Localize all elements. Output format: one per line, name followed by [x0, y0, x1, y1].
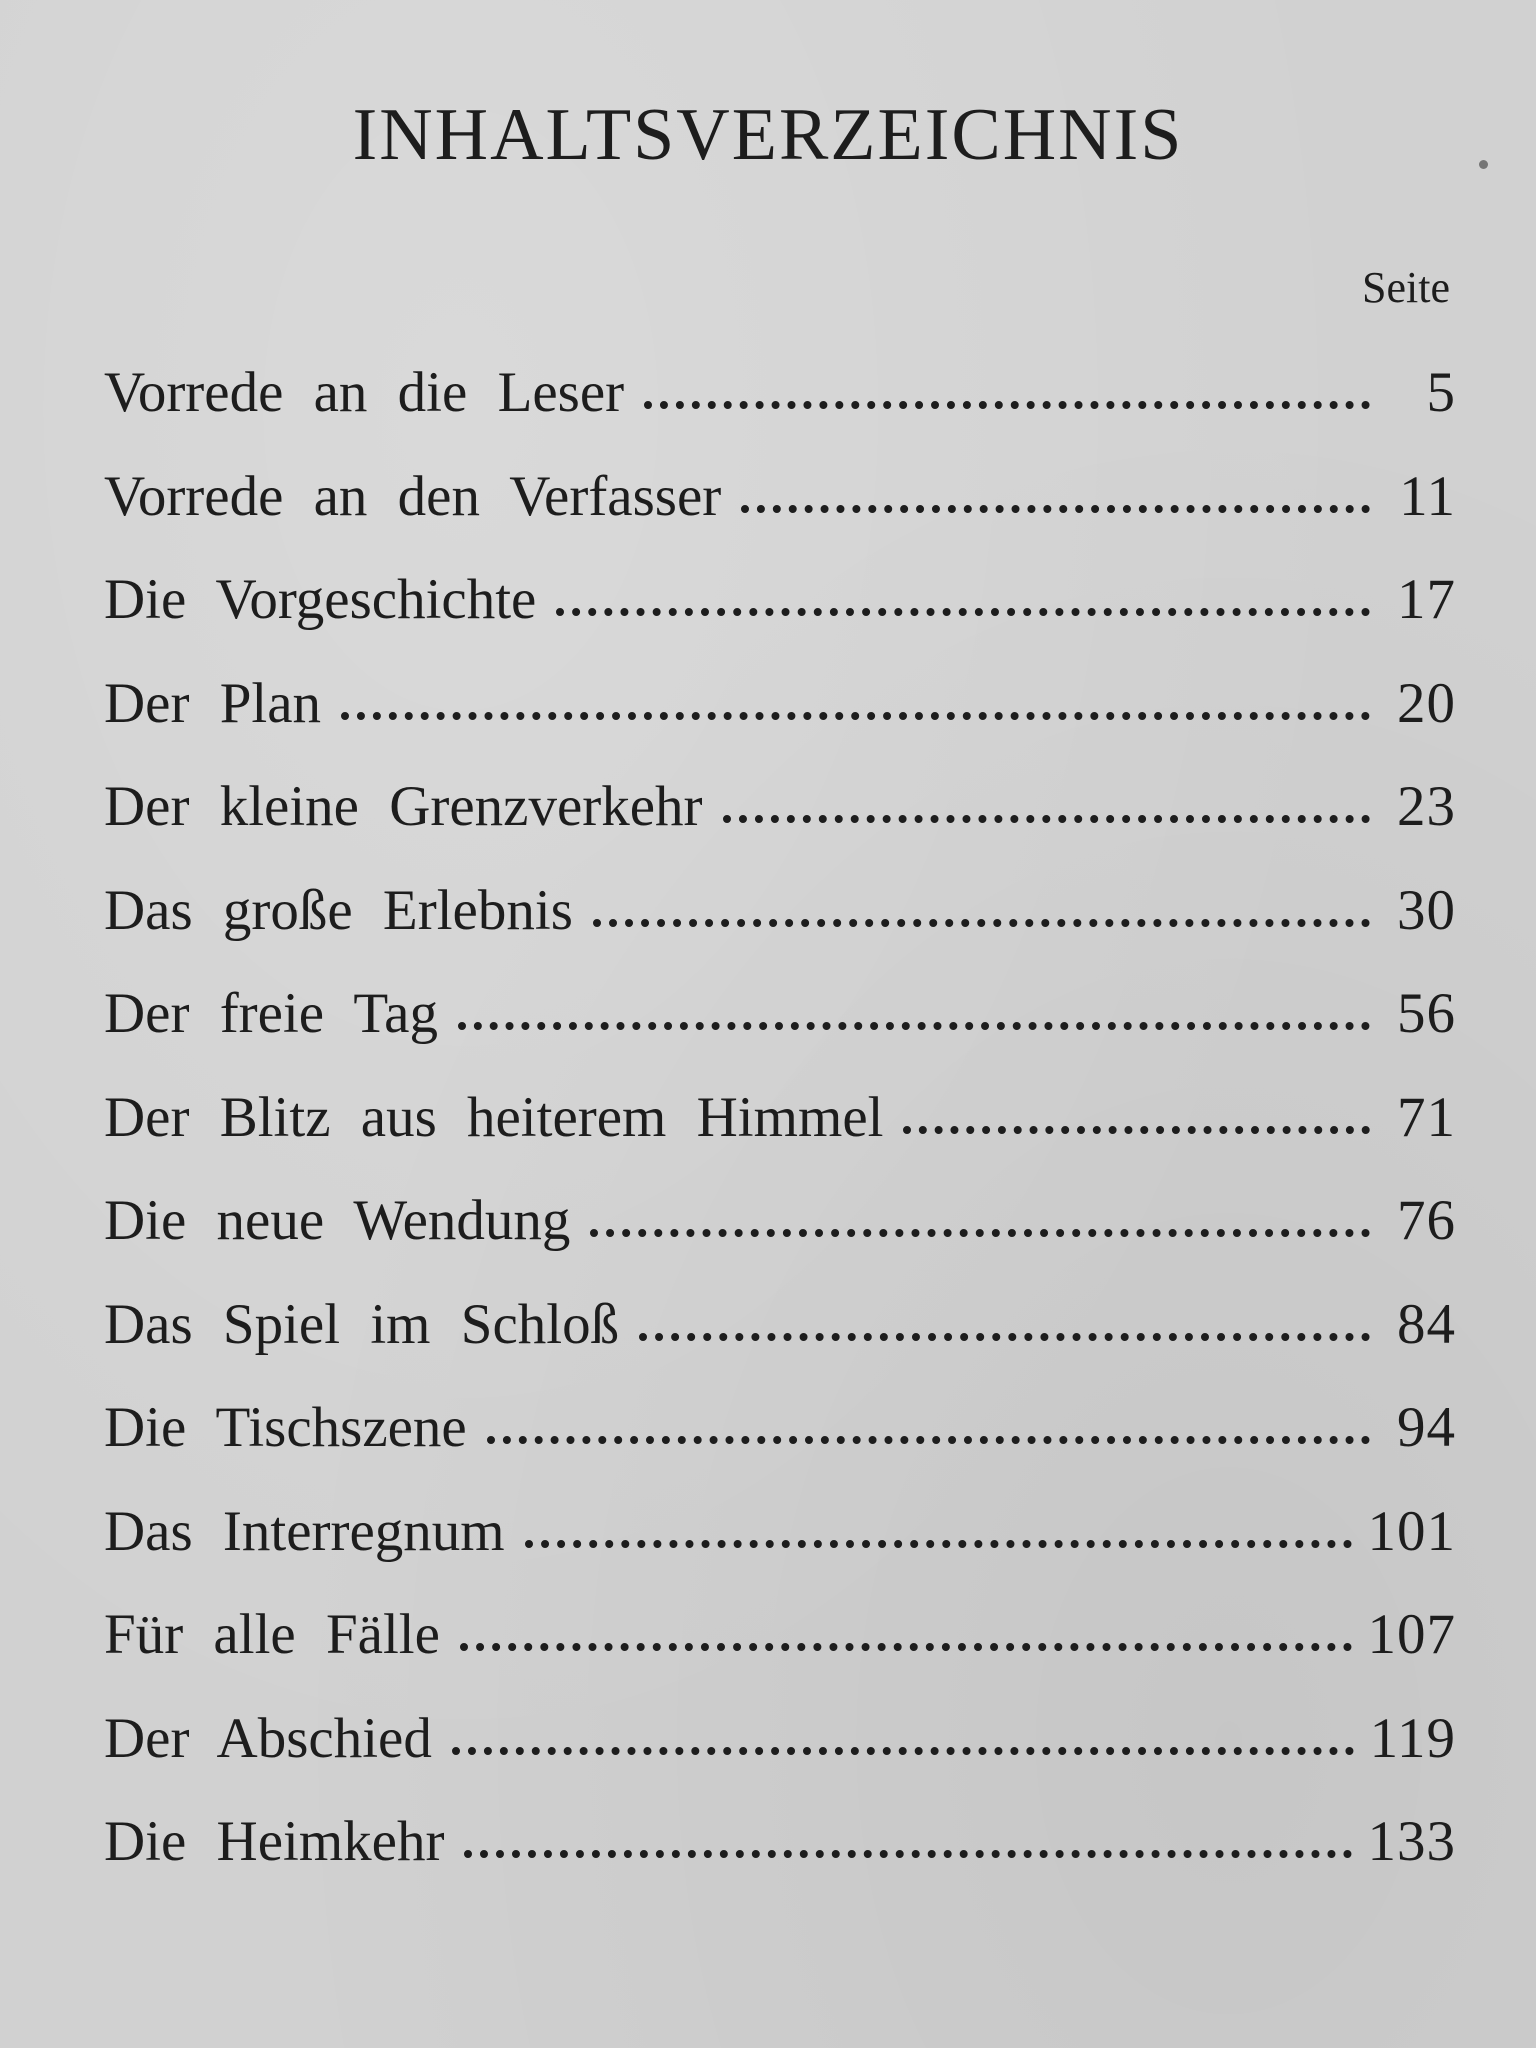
- dot-leader: [464, 1850, 1351, 1858]
- toc-entry-page: 84: [1397, 1292, 1456, 1356]
- toc-entry-title: Der Plan: [104, 671, 322, 735]
- toc-entry-page: 11: [1399, 464, 1456, 528]
- toc-entry-page: 133: [1367, 1810, 1456, 1873]
- dot-leader: [903, 1126, 1370, 1134]
- page-column-label: Seite: [1362, 263, 1450, 312]
- dot-leader: [452, 1747, 1354, 1755]
- toc-entry: [104, 1189, 1456, 1296]
- toc-entry-title: Vorrede an die Leser: [104, 361, 625, 424]
- toc-entry-page: 23: [1397, 775, 1456, 838]
- toc-entry-page: 94: [1397, 1396, 1456, 1459]
- toc-entry-title: Vorrede an den Verfasser: [104, 464, 722, 528]
- toc-entry-title: Der kleine Grenzverkehr: [104, 775, 703, 838]
- toc-entry: [104, 464, 1456, 572]
- toc-entry-title: Der Abschied: [104, 1706, 432, 1770]
- dot-leader: [525, 1540, 1352, 1548]
- toc-entry: [104, 775, 1456, 882]
- toc-entry-page: 101: [1367, 1499, 1456, 1563]
- toc-entry: [104, 878, 1456, 986]
- toc-entry: [104, 1292, 1456, 1400]
- toc-entry: [104, 568, 1456, 675]
- toc-entry-title: Der freie Tag: [104, 982, 438, 1045]
- toc-entry-page: 76: [1397, 1189, 1456, 1252]
- toc-entry: [104, 671, 1456, 779]
- toc-entry: [104, 361, 1456, 468]
- toc-entry-page: 56: [1397, 982, 1456, 1045]
- toc-entry-title: Die Tischszene: [104, 1396, 467, 1459]
- toc-entry-page: 107: [1367, 1603, 1456, 1666]
- table-of-contents: [104, 361, 1456, 1917]
- toc-entry-title: Die neue Wendung: [104, 1189, 571, 1252]
- toc-entry-page: 119: [1369, 1706, 1456, 1770]
- dot-leader: [644, 401, 1370, 409]
- toc-entry: [104, 1499, 1456, 1607]
- dot-leader: [556, 608, 1370, 616]
- toc-entry: [104, 1706, 1456, 1814]
- dot-leader: [590, 1229, 1370, 1237]
- toc-entry-page: 5: [1426, 361, 1456, 424]
- toc-entry: [104, 1396, 1456, 1503]
- dot-leader: [723, 815, 1370, 823]
- toc-entry-title: Für alle Fälle: [104, 1603, 440, 1666]
- toc-entry-title: Das große Erlebnis: [104, 878, 573, 942]
- toc-entry-page: 17: [1397, 568, 1456, 631]
- toc-entry: [104, 1603, 1456, 1710]
- ink-spot: [1479, 160, 1488, 169]
- toc-entry-page: 71: [1397, 1085, 1456, 1149]
- dot-leader: [458, 1022, 1370, 1030]
- toc-entry-title: Der Blitz aus heiterem Himmel: [104, 1085, 884, 1149]
- toc-entry-page: 20: [1397, 671, 1456, 735]
- page-title: INHALTSVERZEICHNIS: [352, 94, 1184, 176]
- toc-entry-page: 30: [1397, 878, 1456, 942]
- dot-leader: [460, 1643, 1352, 1651]
- toc-entry: [104, 1085, 1456, 1193]
- toc-entry: [104, 982, 1456, 1089]
- dot-leader: [341, 712, 1370, 720]
- toc-entry-title: Das Interregnum: [104, 1499, 505, 1563]
- dot-leader: [741, 505, 1370, 513]
- dot-leader: [639, 1333, 1370, 1341]
- dot-leader: [487, 1436, 1370, 1444]
- toc-entry-title: Die Vorgeschichte: [104, 568, 537, 631]
- dot-leader: [593, 919, 1370, 927]
- toc-entry-title: Das Spiel im Schloß: [104, 1292, 620, 1356]
- toc-entry-title: Die Heimkehr: [104, 1810, 445, 1873]
- toc-entry: [104, 1810, 1456, 1917]
